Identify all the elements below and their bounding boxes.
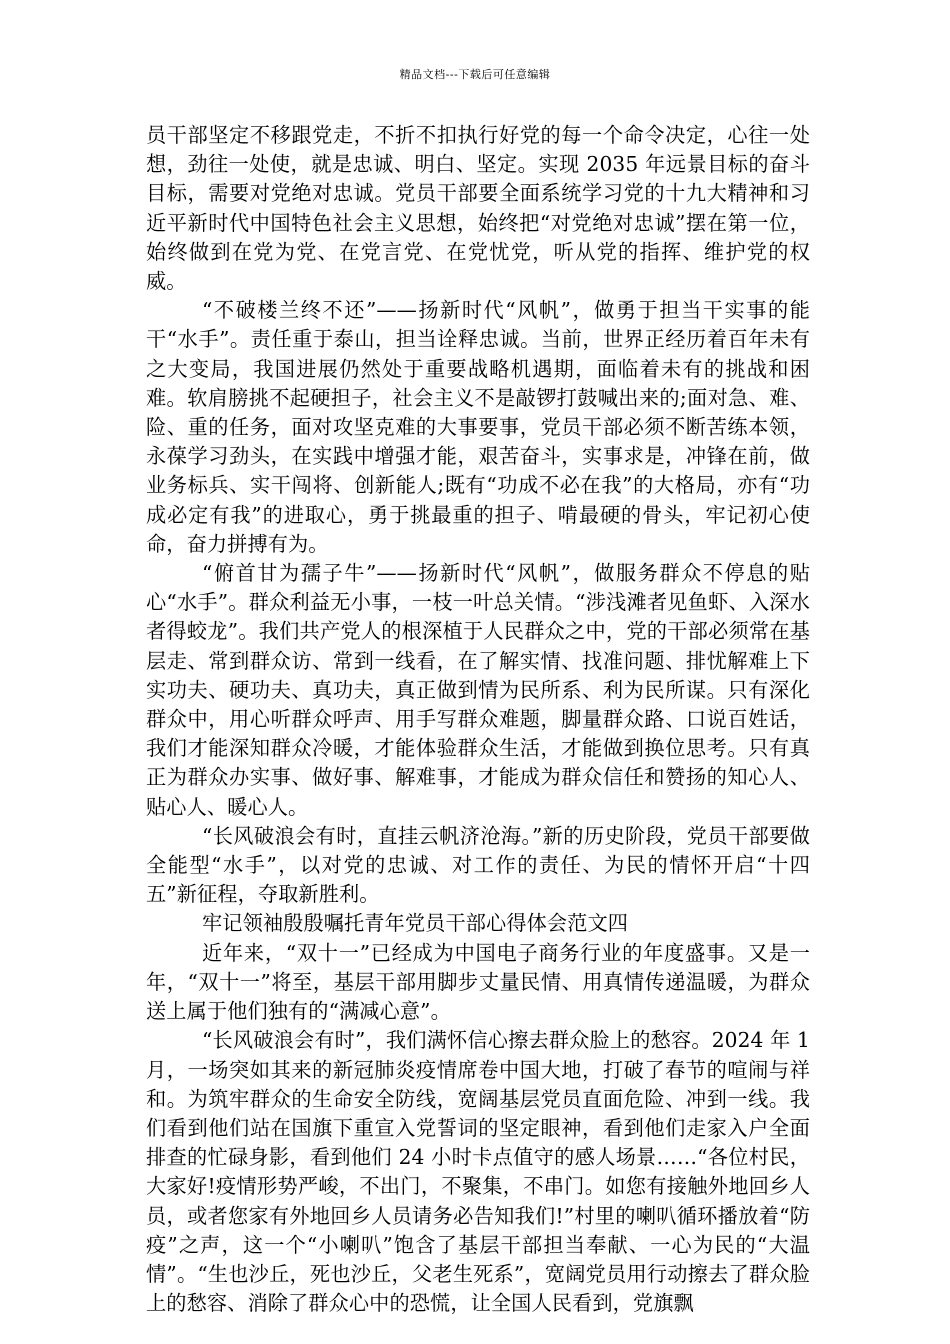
paragraph-5: 近年来，“双十一”已经成为中国电子商务行业的年度盛事。又是一年，“双十一”将至，基层干部用脚步丈量民情、用真情传递温暖，为群众送上属于他们独有的“满减心意”。 [146, 940, 810, 1024]
page-header: 精品文档---下载后可任意编辑 [399, 68, 551, 81]
paragraph-2: “不破楼兰终不还”——扬新时代“风帆”，做勇于担当干实事的能干“水手”。责任重于泰山，担当诠释忠诚。当前，世界正经历着百年未有之大变局，我国进展仍然处于重要战略机遇期，面临着未有的挑战和困难。软肩膀挑不起硬担子，社会主义不是敲锣打鼓喊出来的;面对急、难、险、重的任务，面对攻坚克难的大事要事，党员干部必须不断苦练本领，永葆学习劲头，在实践中增强才能，艰苦奋斗，实事求是，冲锋在前，做业务标兵、实干闯将、创新能人;既有“功成不必在我”的大格局，亦有“功成必定有我”的进取心，勇于挑最重的担子、啃最硬的骨头，牢记初心使命，奋力拼搏有为。 [146, 298, 810, 556]
paragraph-6: “长风破浪会有时”，我们满怀信心擦去群众脸上的愁容。2024 年 1 月，一场突如其来的新冠肺炎疫情席卷中国大地，打破了春节的喧闹与祥和。为筑牢群众的生命安全防线，宽阔基层党员直面危险、冲到一线。我们看到他们站在国旗下重宣入党誓词的坚定眼神，看到他们走家入户全面排查的忙碌身影，看到他们 24 小时卡点值守的感人场景……“各位村民，大家好!疫情形势严峻，不出门，不聚集，不串门。如您有接触外地回乡人员，或者您家有外地回乡人员请务必告知我们!”村里的喇叭循环播放着“防疫”之声，这一个“小喇叭”饱含了基层干部担当奉献、一心为民的“大温情”。“生也沙丘，死也沙丘，父老生死系”，宽阔党员用行动擦去了群众脸上的愁容、消除了群众心中的恐慌，让全国人民看到，党旗飘 [146, 1028, 810, 1316]
document-body [146, 121, 810, 1318]
paragraph-3: “俯首甘为孺子牛”——扬新时代“风帆”，做服务群众不停息的贴心“水手”。群众利益无小事，一枝一叶总关情。“涉浅滩者见鱼虾、入深水者得蛟龙”。我们共产党人的根深植于人民群众之中，党的干部必须常在基层走、常到群众访、常到一线看，在了解实情、找准问题、排忧解难上下实功夫、硬功夫、真功夫，真正做到情为民所系、利为民所谋。只有深化群众中，用心听群众呼声、用手写群众难题，脚量群众路、口说百姓话，我们才能深知群众冷暖，才能体验群众生活，才能做到换位思考。只有真正为群众办实事、做好事、解难事，才能成为群众信任和赞扬的知心人、贴心人、暖心人。 [146, 561, 810, 819]
paragraph-1: 员干部坚定不移跟党走，不折不扣执行好党的每一个命令决定，心往一处想，劲往一处使，就是忠诚、明白、坚定。实现 2035 年远景目标的奋斗目标，需要对党绝对忠诚。党员干部要全面系统学习党的十九大精神和习近平新时代中国特色社会主义思想，始终把“对党绝对忠诚”摆在第一位，始终做到在党为党、在党言党、在党忧党，听从党的指挥、维护党的权威。 [146, 123, 810, 294]
section-heading: 牢记领袖殷殷嘱托青年党员干部心得体会范文四 [202, 911, 629, 936]
paragraph-4: “长风破浪会有时，直挂云帆济沧海。”新的历史阶段，党员干部要做全能型“水手”，以对党的忠诚、对工作的责任、为民的情怀开启“十四五”新征程，夺取新胜利。 [146, 823, 810, 907]
